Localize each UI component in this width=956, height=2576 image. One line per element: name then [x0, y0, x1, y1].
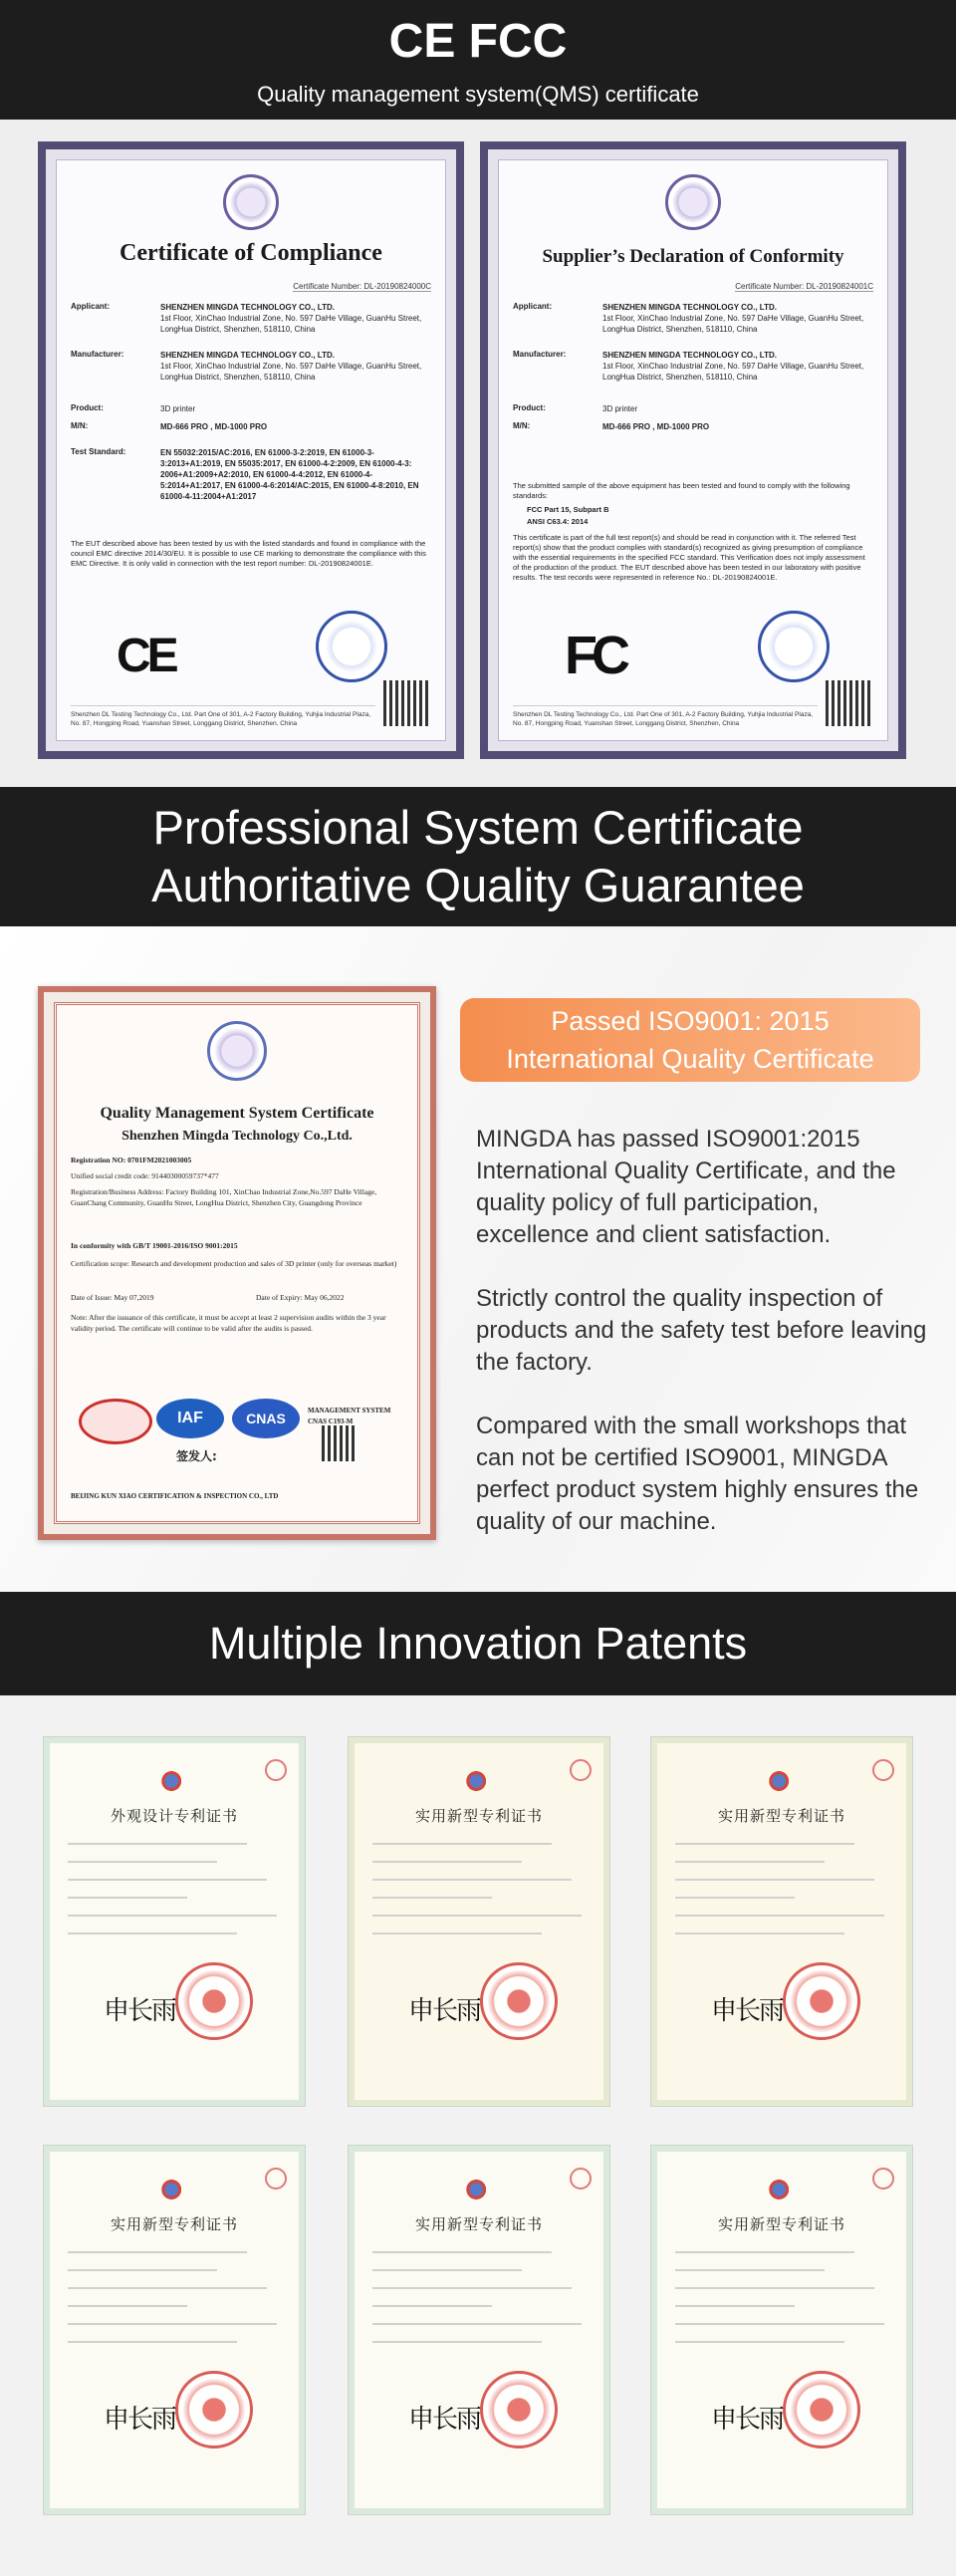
lab-seal-icon [665, 174, 721, 230]
iso-issuer: BEIJING KUN XIAO CERTIFICATION & INSPECTION CO., LTD [71, 1492, 279, 1500]
patent-signature: 申长雨 [408, 2405, 481, 2435]
cnas-logo: CNAS [232, 1399, 300, 1438]
red-seal-icon [175, 1962, 253, 2040]
ce-fcc-certificates [0, 120, 956, 787]
red-seal-icon [783, 2371, 860, 2448]
section-title: Multiple Innovation Patents [208, 1618, 748, 1669]
applicant-row: Applicant: SHENZHEN MINGDA TECHNOLOGY CO., LTD. 1st Floor, XinChao Industrial Zone, No. 597 DaHe Village, GuanHu Street, LongHua District, Shenzhen, 518110, China [71, 302, 422, 334]
header-band-system-certificate [0, 787, 956, 926]
ce-mark: CE [117, 630, 175, 682]
stamp-icon [265, 2168, 287, 2190]
qr-code-icon [383, 680, 429, 726]
iso-issue-date: Date of Issue: May 07,2019 [71, 1293, 154, 1302]
patent-office-logo-icon [465, 2176, 493, 2203]
patent-title: 实用新型专利证书 [414, 1807, 543, 1825]
certificate-footer: Shenzhen DL Testing Technology Co., Ltd. Part One of 301, A-2 Factory Building, Yuhjia Industrial Plaza, No. 87, Hongping Road, Yuanshan Street, Longgang District, Shenzhen, China [513, 705, 818, 728]
fcc-certificate [480, 141, 906, 759]
patent-certificate [651, 1737, 912, 2106]
qr-code-icon [826, 680, 871, 726]
patent-office-logo-icon [465, 1767, 493, 1795]
stamp-icon [872, 2168, 894, 2190]
manufacturer-row: Manufacturer: SHENZHEN MINGDA TECHNOLOGY CO., LTD. 1st Floor, XinChao Industrial Zone, No. 597 DaHe Village, GuanHu Street, LongHua District, Shenzhen, 518110, China [513, 350, 864, 382]
test-standard-row: Test Standard: EN 55032:2015/AC:2016, EN 61000-3-2:2019, EN 61000-3-3:2013+A1:2019, EN 55035:2017, EN 61000-4-2:2009, EN 61000-4-3: 2006+A1:2009+A2:2010, EN 61000-4-4:2012, EN 61000-4-5:2014+A1:2017, EN 61000-4-6:2014/AC:2015, EN 61000-4-8:2010, EN 61000-4-11:2004+A1:2017 [71, 447, 419, 501]
iso-address: Registration/Business Address: Factory Building 101, XinChao Industrial Zone,No.597 DaHe Village, GuanChang Community, GuanHu Street, LongHua District, Shenzhen City, Guangdong Province [71, 1187, 377, 1207]
patent-title: 实用新型专利证书 [717, 2215, 845, 2233]
header-band-patents [0, 1592, 956, 1695]
header-band-ce-fcc [0, 0, 956, 120]
lab-seal-icon [223, 174, 279, 230]
product-row: Product: 3D printer [513, 403, 638, 413]
iso-company: Shenzhen Mingda Technology Co.,Ltd. [121, 1129, 353, 1144]
certificate-body: This certificate is part of the full test report(s) and should be read in conjunction with it. The referred Test report(s) show that the product complies with standard(s) recognized as giving presumption of compliance with the essential requirements in the specified FCC standard. This Verification does not imply assessment of the production of the product. The EUT described above has been tested in our laboratory with positive results. The test records were represented in reference No.: DL-20190824001E. [513, 533, 865, 582]
model-row: M/N: MD-666 PRO , MD-1000 PRO [513, 421, 710, 431]
section-title-line1: Professional System Certificate [152, 801, 804, 854]
standards-intro: The submitted sample of the above equipment has been tested and found to comply with the following standards: [513, 481, 850, 500]
iso-conformity: In conformity with GB/T 19001-2016/ISO 9001:2015 [71, 1241, 238, 1250]
fcc-mark: FC [565, 626, 624, 685]
iso-certificate-section [0, 926, 956, 1592]
manufacturer-row: Manufacturer: SHENZHEN MINGDA TECHNOLOGY CO., LTD. 1st Floor, XinChao Industrial Zone, No. 597 DaHe Village, GuanHu Street, LongHua District, Shenzhen, 518110, China [71, 350, 422, 382]
patent-certificate [349, 2146, 609, 2514]
ce-certificate [38, 141, 464, 759]
patent-signature: 申长雨 [408, 1996, 481, 2026]
iso-reg-no: Registration NO: 0701FM2021003005 [71, 1156, 192, 1164]
iso-paragraph-2: Strictly control the quality inspection of products and the safety test before leaving the factory. [476, 1285, 927, 1376]
iso-signature-label: 签发人: [176, 1449, 217, 1463]
patent-certificate [349, 1737, 609, 2106]
iso-paragraph-3: Compared with the small workshops that can not be certified ISO9001, MINGDA perfect product system highly ensures the quality of our machine. [476, 1413, 919, 1535]
stamp-icon [265, 1759, 287, 1781]
iso-mgmt-system-label: MANAGEMENT SYSTEM CNAS C193-M [308, 1407, 391, 1425]
model-row: M/N: MD-666 PRO , MD-1000 PRO [71, 421, 268, 431]
badge-line1: Passed ISO9001: 2015 [551, 1006, 830, 1036]
patent-signature: 申长雨 [104, 1996, 176, 2026]
patent-certificate [651, 2146, 912, 2514]
stamp-icon [872, 1759, 894, 1781]
iso-paragraph-1: MINGDA has passed ISO9001:2015 International Quality Certificate, and the quality policy of full participation, excellence and client satisfaction. [476, 1126, 896, 1248]
product-row: Product: 3D printer [71, 403, 196, 413]
patent-signature: 申长雨 [104, 2405, 176, 2435]
patent-title: 实用新型专利证书 [110, 2215, 238, 2233]
patent-title: 实用新型专利证书 [717, 1807, 845, 1825]
certificate-number: Certificate Number: DL-20190824000C [293, 282, 431, 291]
patents-grid [0, 1695, 956, 2576]
red-seal-icon [783, 1962, 860, 2040]
iso-badge [460, 998, 920, 1082]
certificate-body: The EUT described above has been tested by us with the listed standards and found in compliance with the council EMC directive 2014/30/EU. It is possible to use CE marking to demonstrate the compliance with this EMC Directive. It is only valid in connection with the test report number: DL-20190824001E. [71, 539, 426, 568]
badge-line2: International Quality Certificate [506, 1044, 874, 1074]
iso-credit-code: Unified social credit code: 91440300059737*477 [71, 1171, 219, 1180]
red-seal-icon [175, 2371, 253, 2448]
patent-office-logo-icon [768, 2176, 796, 2203]
patent-title: 实用新型专利证书 [414, 2215, 543, 2233]
patent-certificate [44, 2146, 305, 2514]
iso-note: Note: After the issuance of this certificate, it must be accept at least 2 supervision audits within the 3 year validity period. The certificate will continue to be valid after the audits is passed. [71, 1313, 386, 1333]
certificate-footer: Shenzhen DL Testing Technology Co., Ltd. Part One of 301, A-2 Factory Building, Yuhjia Industrial Plaza, No. 87, Hongping Road, Yuanshan Street, Longgang District, Shenzhen, China [71, 705, 375, 728]
patent-office-logo-icon [160, 1767, 188, 1795]
testing-stamp-icon [316, 611, 387, 682]
certification-logo-icon [79, 1399, 152, 1444]
patent-office-logo-icon [160, 2176, 188, 2203]
iso-heading: Quality Management System Certificate [100, 1105, 374, 1122]
testing-stamp-icon [758, 611, 830, 682]
iso-scope: Certification scope: Research and development production and sales of 3D printer (only for overseas market) [71, 1259, 397, 1268]
applicant-row: Applicant: SHENZHEN MINGDA TECHNOLOGY CO., LTD. 1st Floor, XinChao Industrial Zone, No. 597 DaHe Village, GuanHu Street, LongHua District, Shenzhen, 518110, China [513, 302, 864, 334]
section-subtitle: Quality management system(QMS) certificate [257, 82, 699, 107]
red-seal-icon [480, 2371, 558, 2448]
standard-item: FCC Part 15, Subpart B [527, 505, 609, 514]
certification-emblem-icon [207, 1021, 267, 1081]
iso-certificate [38, 986, 436, 1540]
standard-item: ANSI C63.4: 2014 [527, 517, 589, 526]
patent-title: 外观设计专利证书 [110, 1807, 238, 1825]
certificate-heading: Supplier’s Declaration of Conformity [542, 246, 844, 267]
patent-signature: 申长雨 [711, 2405, 784, 2435]
stamp-icon [570, 2168, 592, 2190]
iaf-logo: IAF [156, 1399, 224, 1438]
section-title: CE FCC [388, 15, 568, 68]
certificate-number: Certificate Number: DL-20190824001C [735, 282, 873, 291]
patent-signature: 申长雨 [711, 1996, 784, 2026]
section-title-line2: Authoritative Quality Guarantee [151, 859, 805, 911]
stamp-icon [570, 1759, 592, 1781]
certificate-heading: Certificate of Compliance [120, 240, 382, 266]
qr-code-icon [322, 1425, 358, 1461]
patent-office-logo-icon [768, 1767, 796, 1795]
iso-expiry-date: Date of Expiry: May 06,2022 [256, 1293, 345, 1302]
red-seal-icon [480, 1962, 558, 2040]
patent-certificate [44, 1737, 305, 2106]
